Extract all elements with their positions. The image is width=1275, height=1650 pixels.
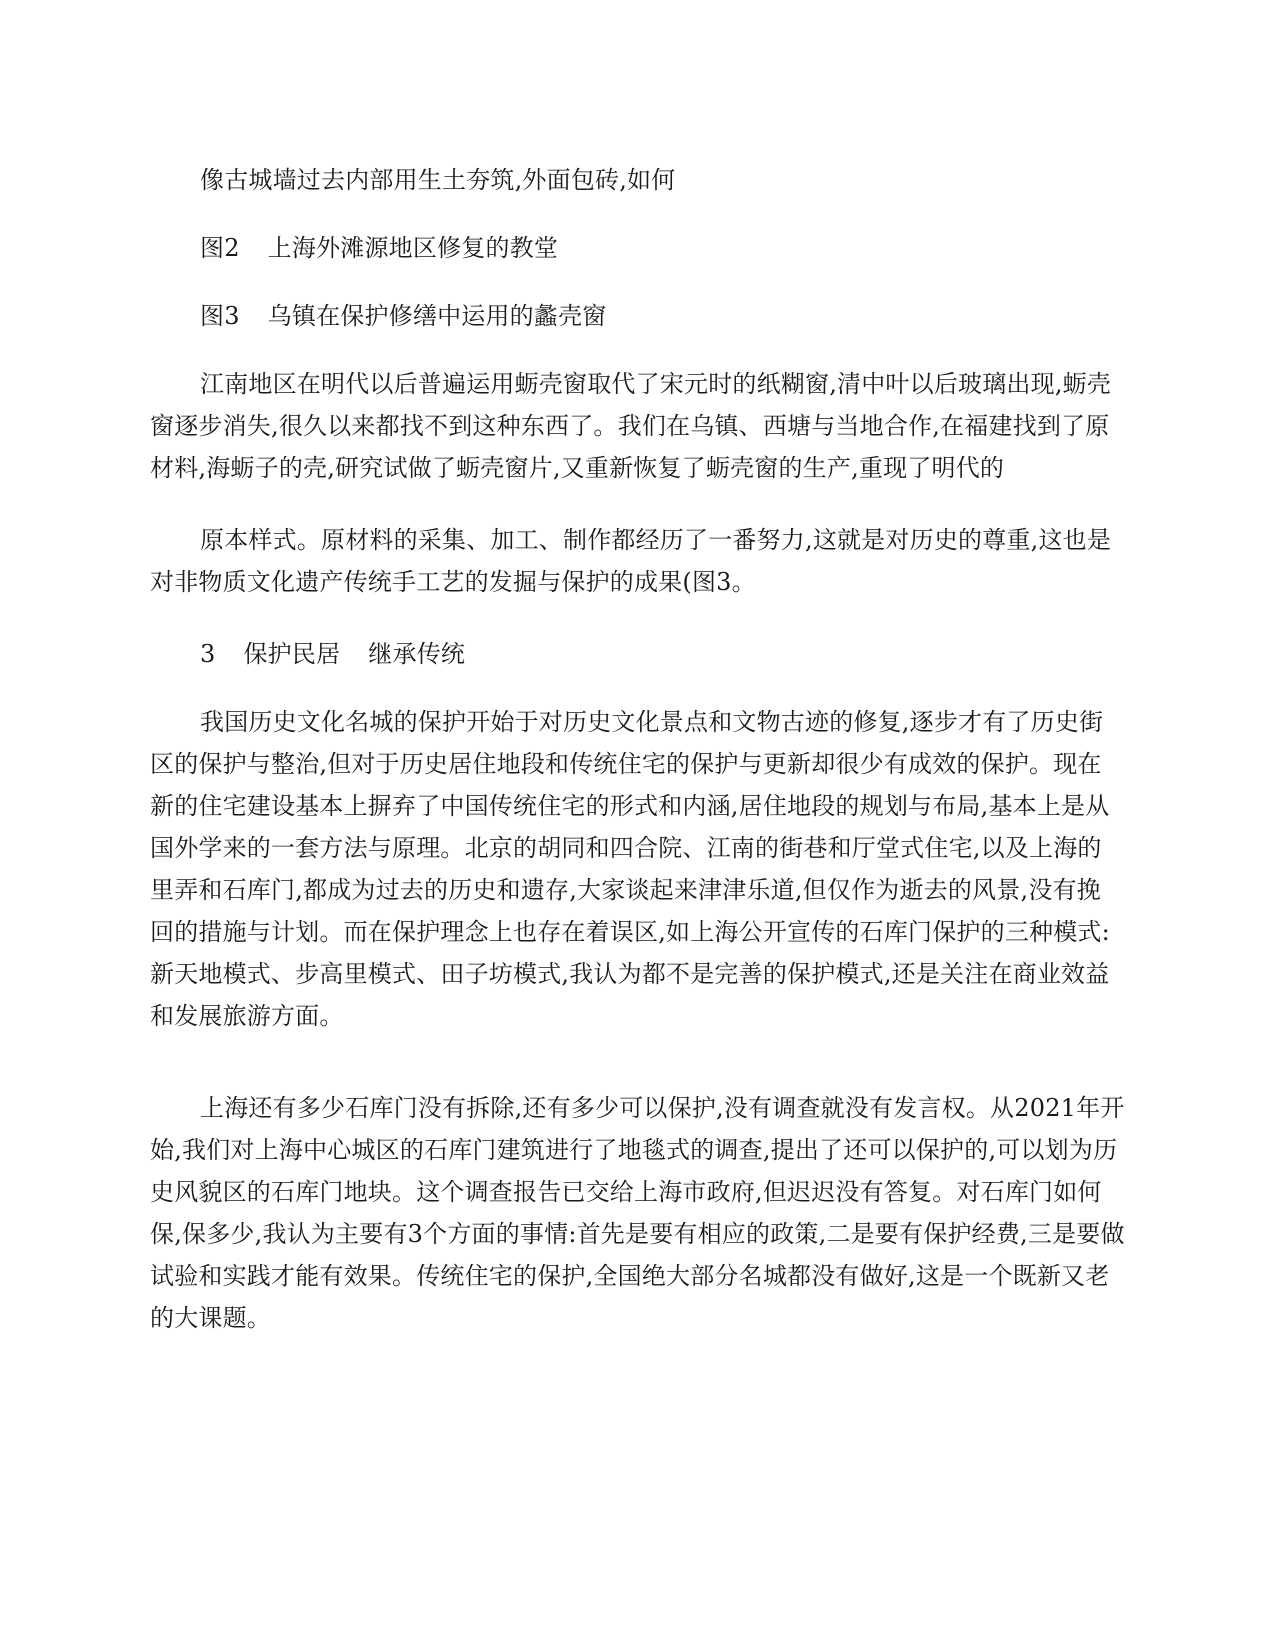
figure-3-caption-text: 乌镇在保护修缮中运用的蠡壳窗	[267, 302, 607, 330]
figure-2-label: 图2	[200, 234, 240, 262]
paragraph-shikumen-survey: 上海还有多少石库门没有拆除,还有多少可以保护,没有调查就没有发言权。从2021年开始,我们对上海中心城区的石库门建筑进行了地毯式的调查,提出了还可以保护的,可以划为历史风貌区的石库门地块。这个调查报告已交给上海市政府,但迟迟没有答复。对石库门如何保,保多少,我认为主要有3个方面的事情:首先是要有相应的政策,二是要有保护经费,三是要做试验和实践才能有效果。传统住宅的保护,全国绝大部分名城都没有做好,这是一个既新又老的大课题。	[150, 1094, 1125, 1332]
intro-line: 像古城墙过去内部用生土夯筑,外面包砖,如何	[200, 166, 676, 194]
figure-2-caption-text: 上海外滩源地区修复的教堂	[267, 234, 559, 262]
paragraph-residence-protection: 我国历史文化名城的保护开始于对历史文化景点和文物古迹的修复,逐步才有了历史街区的保护与整治,但对于历史居住地段和传统住宅的保护与更新却很少有成效的保护。现在新的住宅建设基本上摒弃了中国传统住宅的形式和内涵,居住地段的规划与布局,基本上是从国外学来的一套方法与原理。北京的胡同和四合院、江南的街巷和厅堂式住宅,以及上海的里弄和石库门,都成为过去的历史和遗存,大家谈起来津津乐道,但仅作为逝去的风景,没有挽回的措施与计划。而在保护理念上也存在着误区,如上海公开宣传的石库门保护的三种模式:新天地模式、步高里模式、田子坊模式,我认为都不是完善的保护模式,还是关注在商业效益和发展旅游方面。	[150, 708, 1110, 1030]
section-number: 3	[200, 640, 216, 668]
section-title-part-b: 继承传统	[368, 640, 466, 668]
paragraph-original-style: 原本样式。原材料的采集、加工、制作都经历了一番努力,这就是对历史的尊重,这也是对非物质文化遗产传统手工艺的发掘与保护的成果(图3。	[150, 526, 1112, 596]
figure-3-label: 图3	[200, 302, 240, 330]
figure-2-caption	[150, 227, 1125, 269]
section-title-part-a: 保护民居	[243, 640, 341, 668]
figure-3-caption	[150, 295, 1125, 337]
section-heading	[150, 633, 1125, 675]
paragraph-oyster-window: 江南地区在明代以后普遍运用蛎壳窗取代了宋元时的纸糊窗,清中叶以后玻璃出现,蛎壳窗逐步消失,很久以来都找不到这种东西了。我们在乌镇、西塘与当地合作,在福建找到了原材料,海蛎子的壳,研究试做了蛎壳窗片,又重新恢复了蛎壳窗的生产,重现了明代的	[150, 370, 1112, 482]
